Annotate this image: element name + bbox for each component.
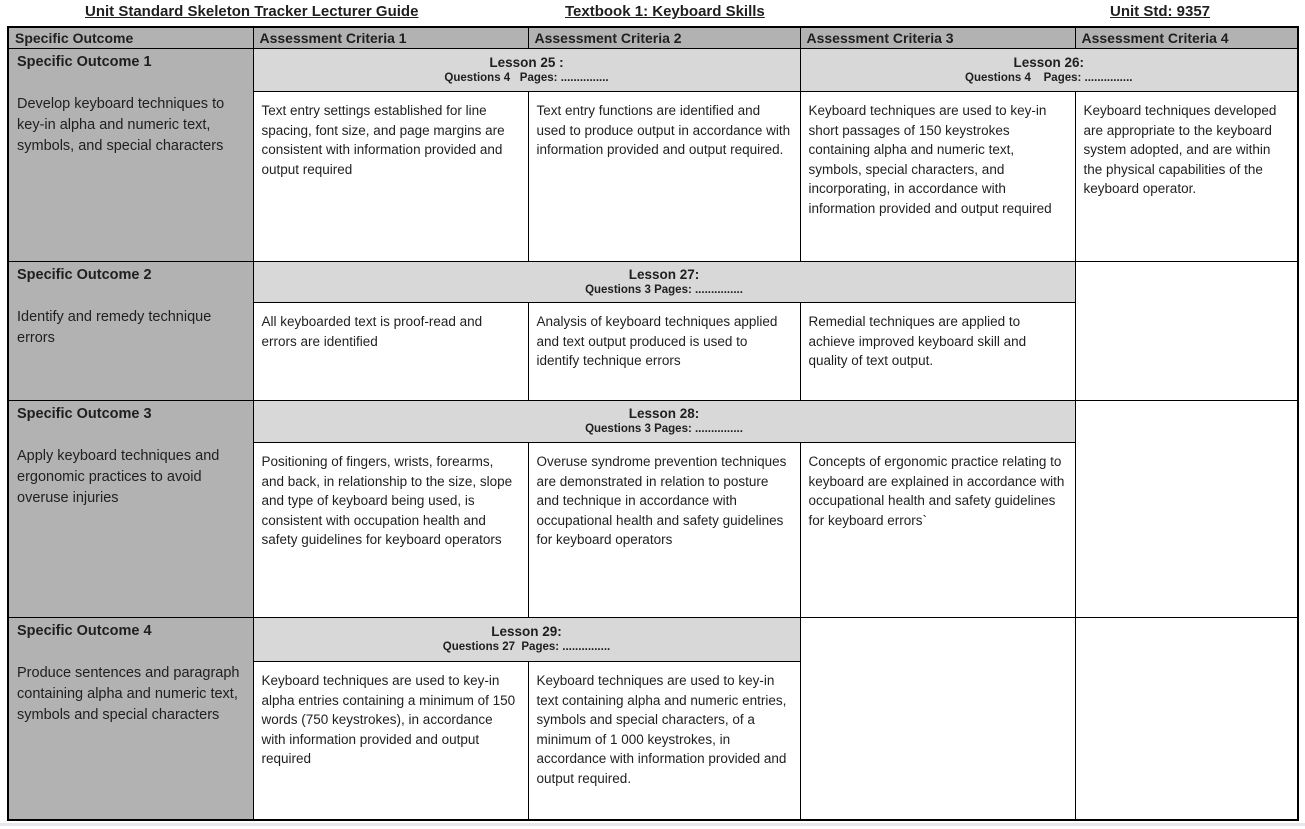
lesson-28-details: Questions 3 Pages: ............... xyxy=(585,423,743,435)
lesson-27-header-cell xyxy=(253,262,1075,303)
document-title-bar xyxy=(0,0,1305,26)
outcome-3-criteria-4-empty-cell xyxy=(1075,401,1298,618)
outcome-2-cell xyxy=(8,262,253,401)
outcome-4-lesson-row xyxy=(8,618,1298,662)
doc-title-left: Unit Standard Skeleton Tracker Lecturer Guide xyxy=(85,3,419,20)
col-header-assessment-criteria-3: Assessment Criteria 3 xyxy=(800,27,1075,49)
outcome-2-criteria-2: Analysis of keyboard techniques applied and text output produced is used to identify technique errors xyxy=(528,303,800,401)
lesson-28-title: Lesson 28: xyxy=(628,406,700,421)
outcome-4-criteria-2: Keyboard techniques are used to key-in text containing alpha and numeric entries, symbols and special characters, of a minimum of 1 000 keystrokes, in accordance with information provided and output required. xyxy=(528,662,800,820)
lesson-28-header-cell xyxy=(253,401,1075,443)
lesson-25-header-cell xyxy=(253,49,800,92)
outcome-3-criteria-1: Positioning of fingers, wrists, forearms, and back, in relationship to the size, slope and type of keyboard being used, is consistent with occupation health and safety guidelines for keyboard operators xyxy=(253,443,528,618)
outcome-3-lesson-row xyxy=(8,401,1298,443)
outcome-1-cell xyxy=(8,49,253,262)
doc-title-center: Textbook 1: Keyboard Skills xyxy=(565,3,765,20)
lesson-29-header-cell xyxy=(253,618,800,662)
lesson-25-details: Questions 4 Pages: ............... xyxy=(444,71,609,84)
outcome-4-cell xyxy=(8,618,253,820)
lesson-26-header-cell xyxy=(800,49,1298,92)
lesson-26-title: Lesson 26: xyxy=(1013,54,1085,70)
outcome-3-description: Apply keyboard techniques and ergonomic practices to avoid overuse injuries xyxy=(17,448,220,506)
outcome-2-lesson-row xyxy=(8,262,1298,303)
outcome-1-lesson-row xyxy=(8,49,1298,92)
lesson-29-title: Lesson 29: xyxy=(491,624,562,639)
outcome-1-title: Specific Outcome 1 xyxy=(17,54,152,70)
outcome-2-criteria-4-empty-cell xyxy=(1075,262,1298,401)
outcome-4-criteria-4-empty-cell xyxy=(1075,618,1298,820)
outcome-2-criteria-3: Remedial techniques are applied to achieve improved keyboard skill and quality of text output. xyxy=(800,303,1075,401)
col-header-assessment-criteria-2: Assessment Criteria 2 xyxy=(528,27,800,49)
outcome-3-criteria-2: Overuse syndrome prevention techniques are demonstrated in relation to posture and technique in accordance with occupational health and safety guidelines for keyboard operators xyxy=(528,443,800,618)
col-header-specific-outcome: Specific Outcome xyxy=(8,27,253,49)
outcome-1-criteria-3: Keyboard techniques are used to key-in short passages of 150 keystrokes containing alpha and numeric text, symbols, special characters, and incorporating, in accordance with information provided and output required xyxy=(800,92,1075,262)
outcome-1-criteria-2: Text entry functions are identified and used to produce output in accordance with information provided and output required. xyxy=(528,92,800,262)
table-header-row xyxy=(8,27,1298,49)
lesson-26-details: Questions 4 Pages: ............... xyxy=(965,71,1133,84)
outcome-2-title: Specific Outcome 2 xyxy=(17,267,152,283)
skeleton-tracker-table xyxy=(7,26,1299,821)
outcome-4-criteria-1: Keyboard techniques are used to key-in alpha entries containing a minimum of 150 words (750 keystrokes), in accordance with information provided and output required xyxy=(253,662,528,820)
outcome-4-description: Produce sentences and paragraph containing alpha and numeric text, symbols and special characters xyxy=(17,665,240,723)
page-break-line xyxy=(0,823,1305,826)
outcome-3-title: Specific Outcome 3 xyxy=(17,406,152,422)
lesson-29-details: Questions 27 Pages: ............... xyxy=(442,641,611,653)
col-header-assessment-criteria-1: Assessment Criteria 1 xyxy=(253,27,528,49)
outcome-2-description: Identify and remedy technique errors xyxy=(17,309,212,346)
lesson-25-title: Lesson 25 : xyxy=(489,54,564,70)
outcome-1-description: Develop keyboard techniques to key-in alpha and numeric text, symbols, and special characters xyxy=(17,96,225,154)
outcome-4-title: Specific Outcome 4 xyxy=(17,623,152,639)
doc-title-right: Unit Std: 9357 xyxy=(1110,3,1211,20)
outcome-3-cell xyxy=(8,401,253,618)
outcome-4-criteria-3-empty-cell xyxy=(800,618,1075,820)
lesson-27-title: Lesson 27: xyxy=(628,266,700,282)
lesson-27-details: Questions 3 Pages: ............... xyxy=(585,283,743,296)
outcome-2-criteria-1: All keyboarded text is proof-read and errors are identified xyxy=(253,303,528,401)
outcome-1-criteria-1: Text entry settings established for line spacing, font size, and page margins are consistent with information provided and output required xyxy=(253,92,528,262)
col-header-assessment-criteria-4: Assessment Criteria 4 xyxy=(1075,27,1298,49)
outcome-3-criteria-3: Concepts of ergonomic practice relating to keyboard are explained in accordance with occupational health and safety guidelines for keyboard errors` xyxy=(800,443,1075,618)
outcome-1-criteria-4: Keyboard techniques developed are appropriate to the keyboard system adopted, and are within the physical capabilities of the keyboard operator. xyxy=(1075,92,1298,262)
